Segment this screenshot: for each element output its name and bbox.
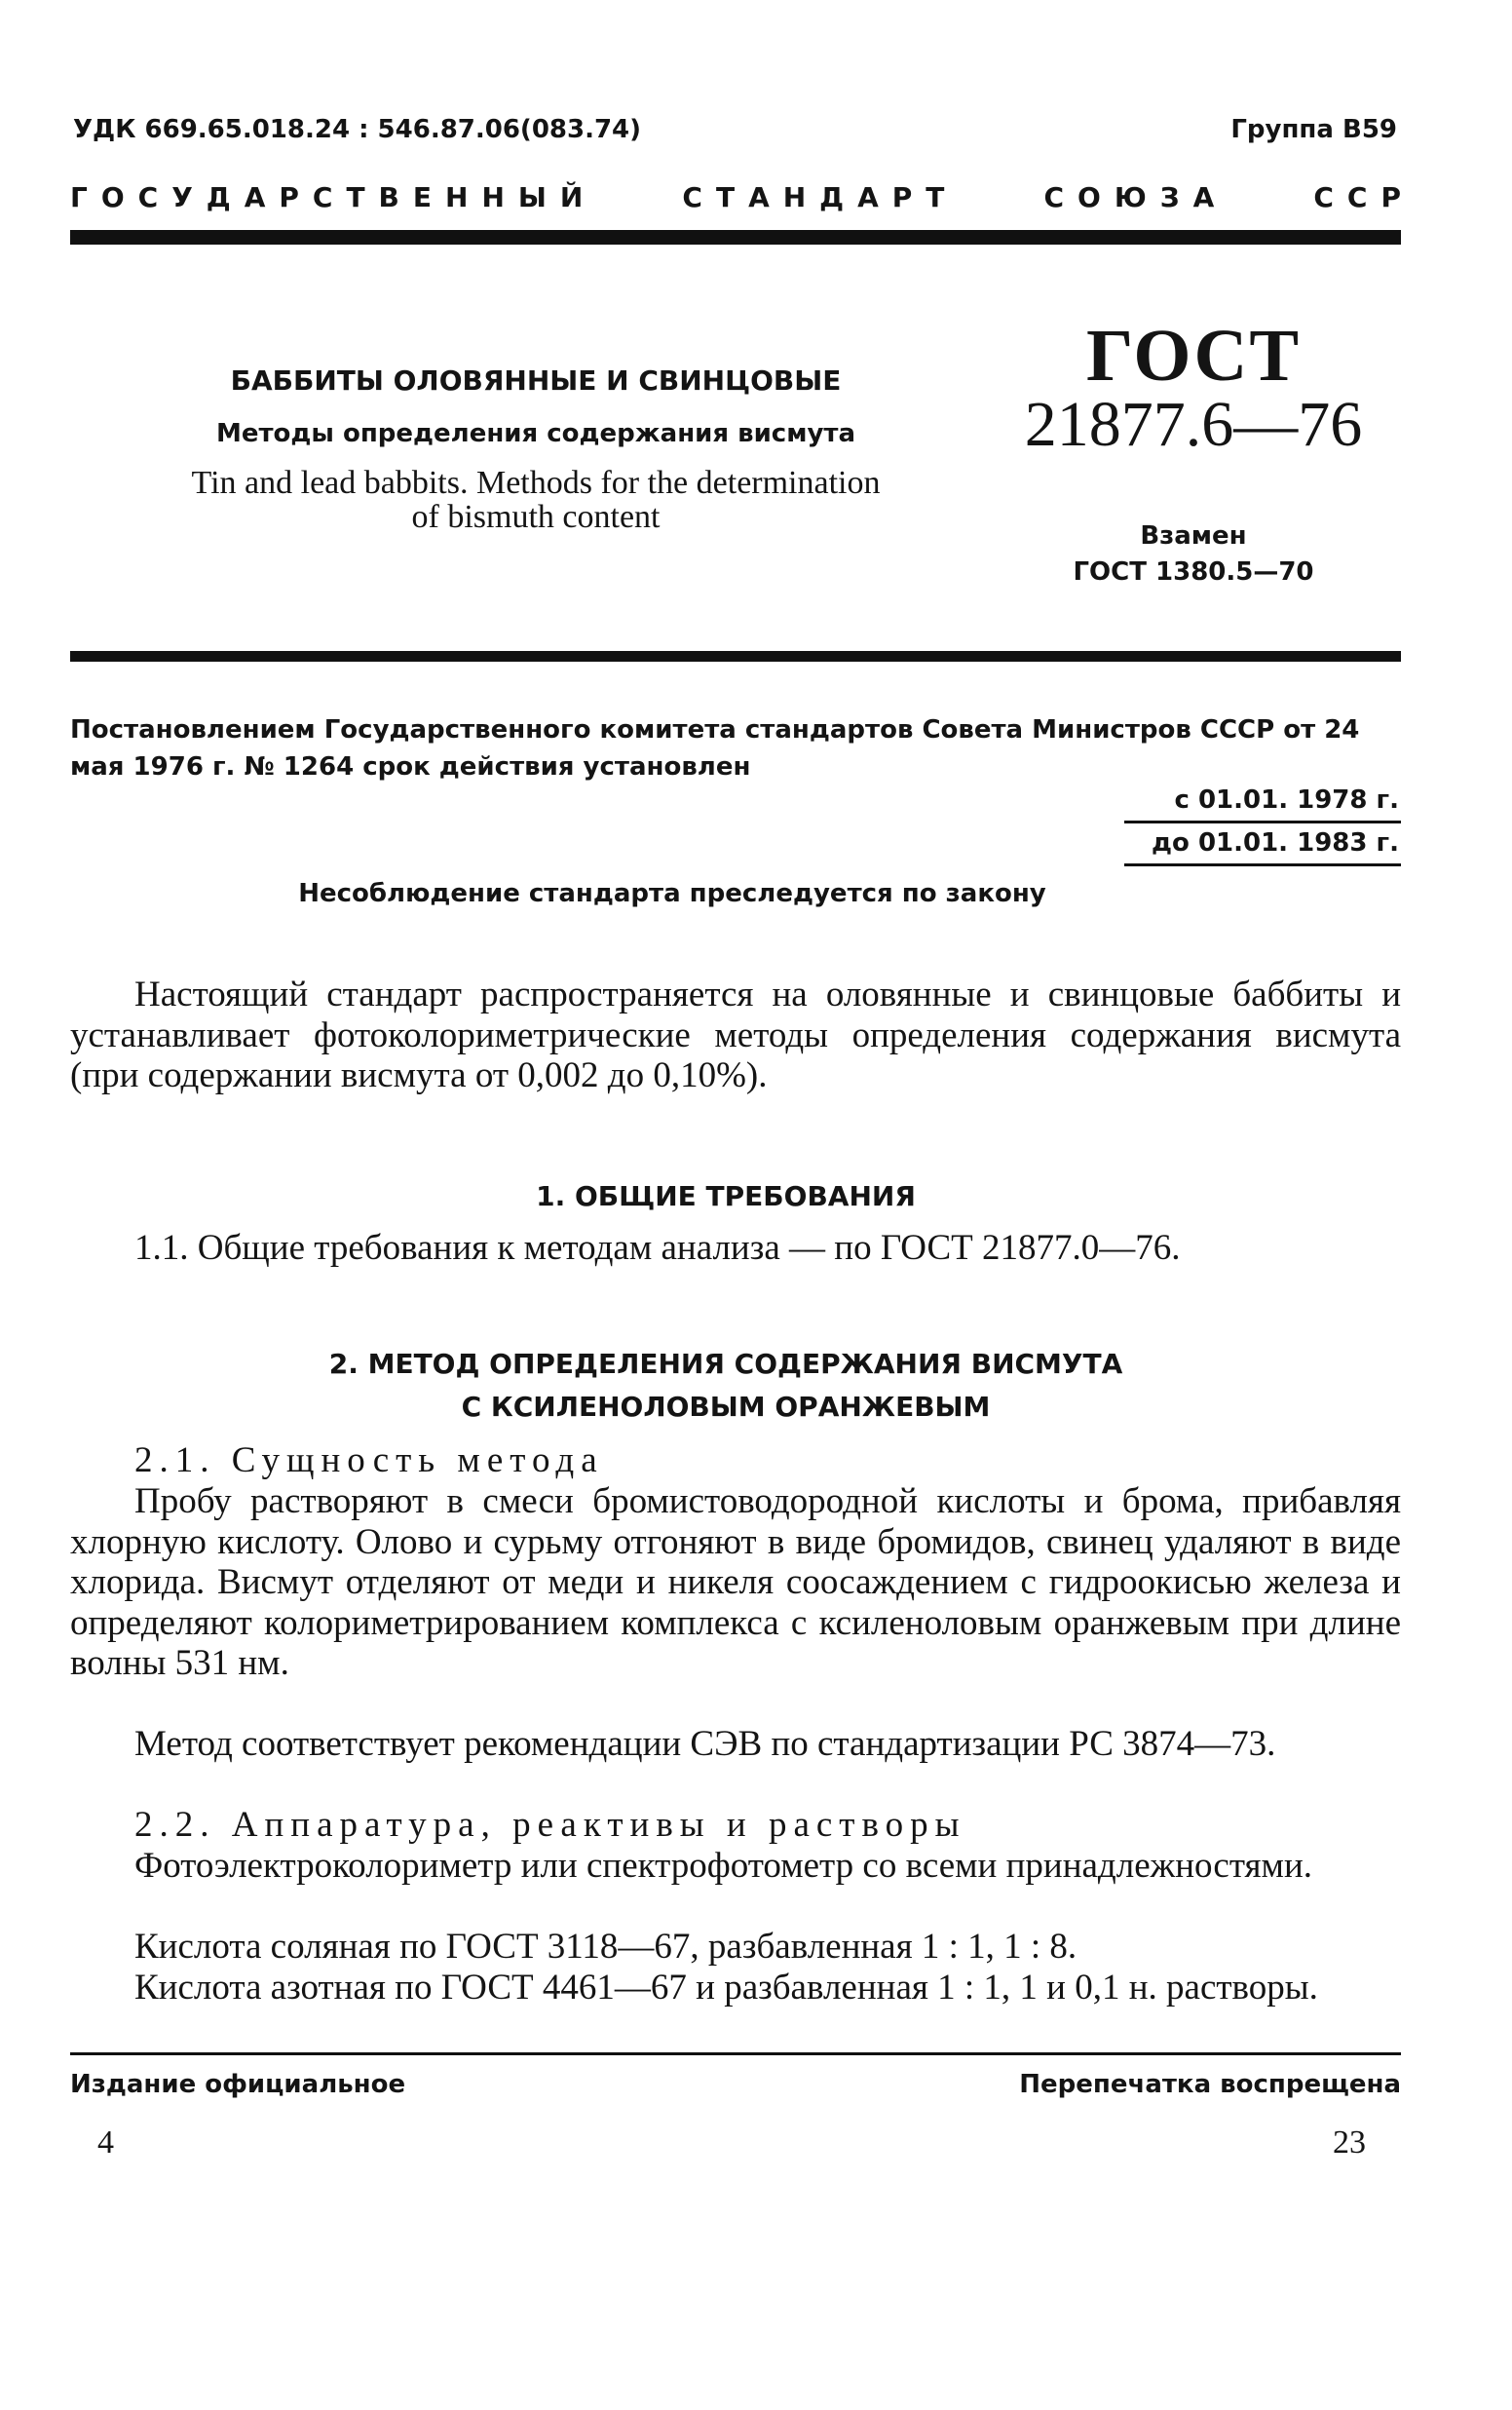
paragraph-2-1-cmea [70,1724,1401,1765]
section-2-heading-line2: С КСИЛЕНОЛОВЫМ ОРАНЖЕВЫМ [461,1391,991,1423]
paragraph-2-2-hcl [70,1927,1401,1968]
scope-text: Настоящий стандарт распространяется на оловянные и свинцовые баббиты и устанавливает фотоколориметрические методы определения содержания висмута (при содержании висмута от 0,002 до 0,10%). [70,975,1401,1095]
date-underline-to [1124,863,1401,866]
paragraph-1-1-text: 1.1. Общие требования к методам анализа — по ГОСТ 21877.0—76. [134,1228,1181,1268]
title-en-line2: of bismuth content [411,499,661,535]
gost-label: ГОСТ [1085,315,1302,397]
paragraph-2-2-hcl-text: Кислота соляная по ГОСТ 3118—67, разбавленная 1 : 1, 1 : 8. [134,1927,1077,1967]
replaces-label: Взамен [1140,521,1247,551]
page-number-right: 23 [1333,2124,1366,2161]
state-standard-word-3: С С Р [1313,181,1401,213]
paragraph-2-1-text: Пробу растворяют в смеси бромистоводородной кислоты и брома, прибавляя хлорную кислоту. Олово и сурьму отгоняют в виде бромидов, свинец удаляют в виде хлорида. Висмут отделяют от меди и никеля соосаждением с гидроокисью железа и определяют колориметрированием комплекса с ксиленоловым оранжевым при длине волны 531 нм. [70,1481,1401,1683]
penalty-notice: Несоблюдение стандарта преследуется по закону [298,879,1046,908]
paragraph-2-1-cmea-text: Метод соответствует рекомендации СЭВ по стандартизации РС 3874—73. [134,1724,1276,1764]
gost-number: 21877.6—76 [1024,389,1363,460]
udk-code: УДК 669.65.018.24 : 546.87.06(083.74) [73,115,642,144]
no-reprint-label: Перепечатка воспрещена [1019,2070,1401,2099]
valid-to-date: до 01.01. 1983 г. [1152,828,1399,858]
page-number-left: 4 [97,2124,114,2161]
title-en [54,466,1018,534]
paragraph-2-2-hno3 [70,1968,1401,2008]
paragraph-2-2-photometer [70,1846,1401,1887]
paragraph-2-2-title-text: 2.2. Аппаратура, реактивы и растворы [134,1805,966,1845]
paragraph-2-1-title-text: 2.1. Сущность метода [134,1440,604,1480]
group-code: Группа В59 [1230,115,1397,144]
paragraph-2-2-title [70,1805,1401,1846]
paragraph-1-1 [70,1228,1401,1269]
title-ru: БАББИТЫ ОЛОВЯННЫЕ И СВИНЦОВЫЕ [230,364,842,397]
date-underline-from [1124,821,1401,823]
middle-rule [70,651,1401,662]
bottom-rule [70,2052,1401,2055]
state-standard-word-2: С О Ю З А [1043,181,1215,213]
official-edition-label: Издание официальное [70,2070,406,2099]
valid-from-date: с 01.01. 1978 г. [1174,785,1399,815]
state-standard-word-1: С Т А Н Д А Р Т [682,181,945,213]
section-2-heading [97,1343,1354,1429]
paragraph-2-1 [70,1481,1401,1684]
section-2-heading-line1: 2. МЕТОД ОПРЕДЕЛЕНИЯ СОДЕРЖАНИЯ ВИСМУТА [328,1348,1123,1380]
top-rule [70,230,1401,245]
replaces-value: ГОСТ 1380.5—70 [1073,557,1314,587]
scope-paragraph [70,975,1401,1096]
paragraph-2-1-title [70,1440,1401,1481]
title-en-line1: Tin and lead babbits. Methods for the determination [191,465,881,501]
paragraph-2-2-photometer-text: Фотоэлектроколориметр или спектрофотометр со всеми принадлежностями. [134,1846,1313,1886]
subtitle-ru: Методы определения содержания висмута [215,419,856,448]
section-1-heading: 1. ОБЩИЕ ТРЕБОВАНИЯ [536,1180,916,1212]
decree-text: Постановлением Государственного комитета стандартов Совета Министров СССР от 24 мая 1976 г. № 1264 срок действия установлен [70,715,1360,782]
state-standard-word-0: Г О С У Д А Р С Т В Е Н Н Ы Й [70,181,584,213]
paragraph-2-2-hno3-text: Кислота азотная по ГОСТ 4461—67 и разбавленная 1 : 1, 1 и 0,1 н. растворы. [134,1968,1318,2008]
state-standard-banner [70,181,1401,213]
